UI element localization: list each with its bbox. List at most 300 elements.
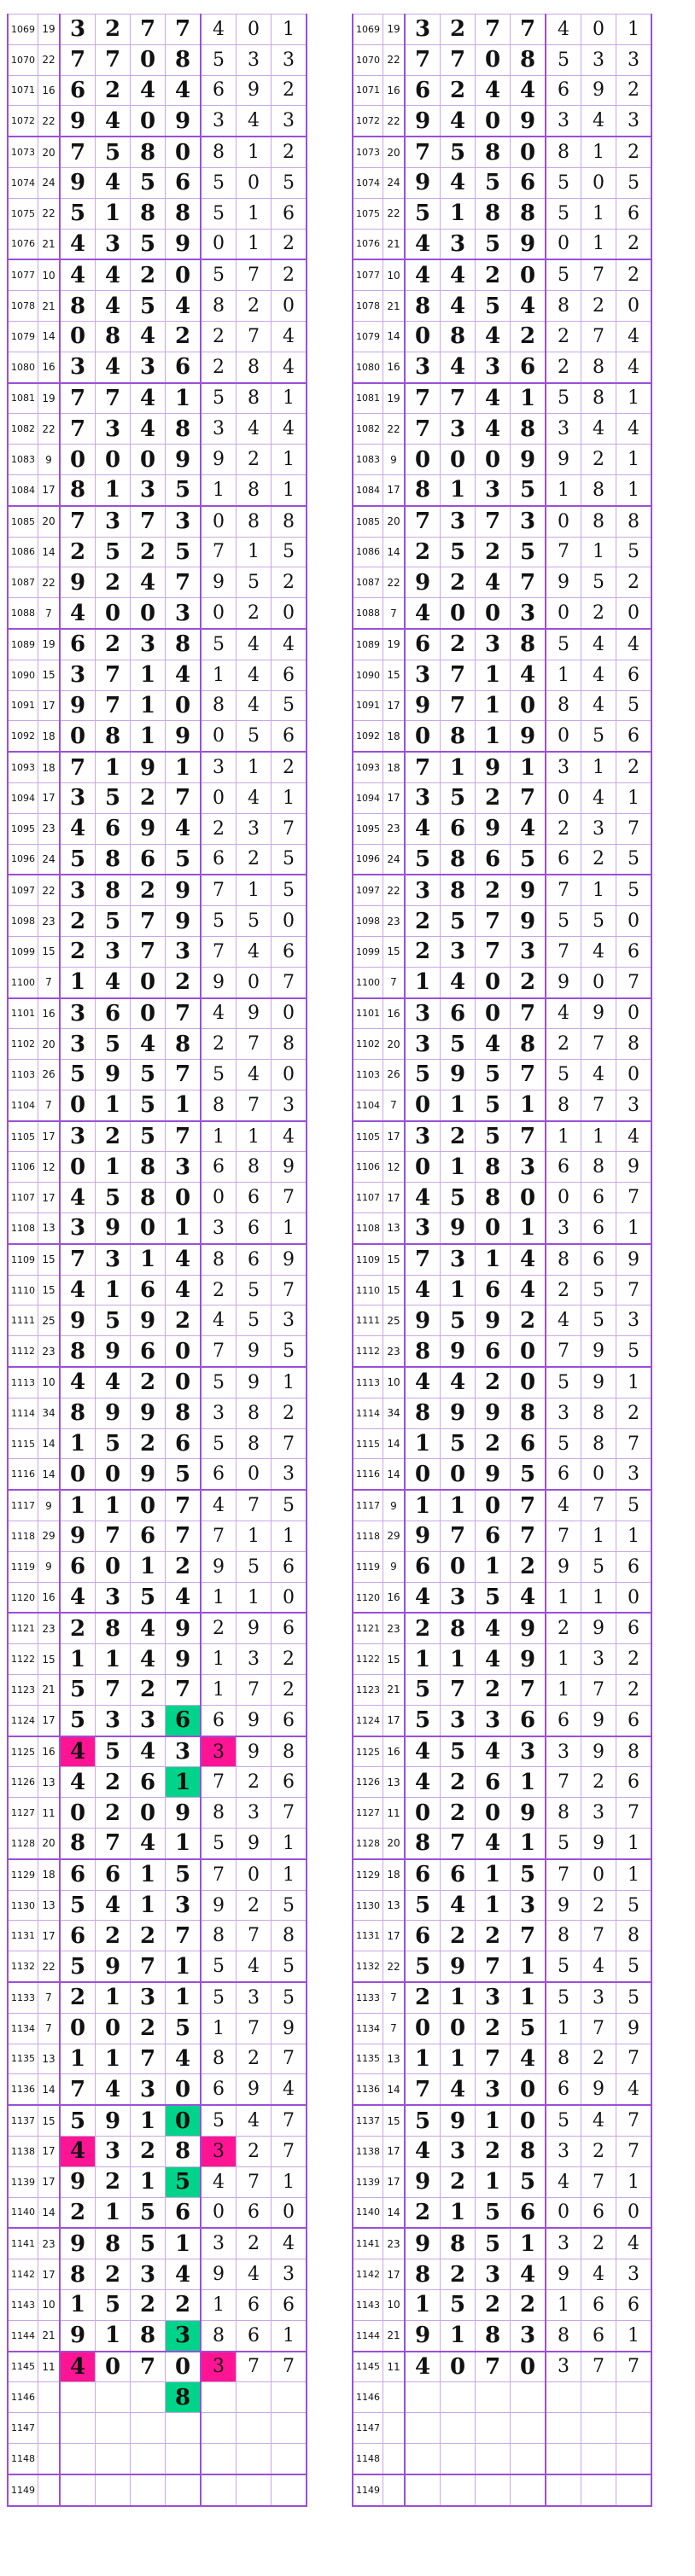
digit-cell: 3: [96, 1244, 131, 1275]
issue-number-cell: 1077: [353, 259, 383, 290]
digit-cell: 2: [60, 1982, 96, 2013]
stat-digit-cell: 6: [616, 660, 652, 690]
stat-digit-cell: 4: [581, 782, 616, 813]
table-row: [8, 2044, 307, 2074]
stat-digit-cell: 2: [616, 75, 652, 106]
issue-number-cell: 1123: [8, 1675, 38, 1706]
stat-digit-cell: [237, 2413, 272, 2444]
issue-number-cell: 1137: [353, 2105, 383, 2136]
issue-number-cell: 1133: [8, 1982, 38, 2013]
digit-cell: 8: [476, 198, 511, 229]
table-row: [353, 321, 651, 352]
digit-cell: 7: [131, 2044, 166, 2074]
digit-cell: 1: [96, 1090, 131, 1120]
sum-value-cell: 19: [383, 15, 406, 45]
digit-cell: 9: [441, 1213, 476, 1244]
digit-cell: 2: [96, 2166, 131, 2197]
digit-cell: 4: [60, 259, 96, 290]
digit-cell: 1: [166, 752, 201, 782]
digit-cell: 5: [511, 1459, 546, 1490]
digit-cell: 2: [476, 1367, 511, 1398]
digit-cell: 5: [166, 844, 201, 875]
stat-digit-cell: 4: [201, 1305, 237, 1336]
stat-digit-cell: 5: [546, 1951, 581, 1982]
digit-cell: 1: [476, 1859, 511, 1890]
digit-cell: 8: [96, 844, 131, 875]
digit-cell: 2: [96, 1767, 131, 1798]
sum-value-cell: 9: [383, 445, 406, 475]
stat-digit-cell: 6: [272, 721, 307, 752]
stat-digit-cell: 3: [581, 1644, 616, 1675]
stat-digit-cell: 0: [581, 167, 616, 198]
issue-number-cell: 1070: [8, 44, 38, 75]
issue-number-cell: 1127: [8, 1798, 38, 1829]
digit-cell: 3: [131, 2259, 166, 2290]
table-row: [8, 383, 307, 414]
digit-cell: 1: [511, 1982, 546, 2013]
table-row: [8, 259, 307, 290]
stat-digit-cell: 4: [616, 321, 652, 352]
sum-value-cell: 34: [38, 1398, 61, 1428]
table-row: [8, 1613, 307, 1643]
sum-value-cell: 19: [38, 15, 61, 45]
digit-cell: 4: [476, 383, 511, 414]
stat-digit-cell: 5: [272, 1982, 307, 2013]
sum-value-cell: 15: [38, 1275, 61, 1305]
sum-value-cell: 25: [383, 1305, 406, 1336]
digit-cell: 3: [405, 15, 441, 45]
sum-value-cell: 22: [38, 875, 61, 905]
sum-value-cell: [38, 2443, 61, 2474]
digit-cell: 7: [60, 44, 96, 75]
stat-digit-cell: 2: [616, 752, 652, 782]
issue-number-cell: 1097: [8, 875, 38, 905]
digit-cell: 5: [60, 1705, 96, 1736]
digit-cell: 2: [166, 1305, 201, 1336]
table-row: [353, 598, 651, 629]
table-row: [8, 1675, 307, 1706]
digit-cell: 7: [166, 782, 201, 813]
digit-cell: 9: [441, 1951, 476, 1982]
stat-digit-cell: 9: [581, 75, 616, 106]
sum-value-cell: 17: [383, 2136, 406, 2166]
digit-cell: 1: [166, 1213, 201, 1244]
issue-number-cell: 1108: [8, 1213, 38, 1244]
stat-digit-cell: 6: [237, 2320, 272, 2351]
digit-cell: 9: [405, 567, 441, 598]
stat-digit-cell: 4: [546, 998, 581, 1029]
digit-cell: 5: [441, 137, 476, 167]
digit-cell: 6: [511, 352, 546, 382]
digit-cell: 9: [60, 567, 96, 598]
digit-cell: 2: [131, 2013, 166, 2044]
table-row: [8, 1305, 307, 1336]
stat-digit-cell: 2: [201, 1275, 237, 1305]
stat-digit-cell: 7: [616, 967, 652, 997]
issue-number-cell: 1131: [8, 1921, 38, 1951]
table-row: [8, 2105, 307, 2136]
stat-digit-cell: 0: [272, 2197, 307, 2228]
issue-number-cell: 1105: [8, 1121, 38, 1152]
issue-number-cell: 1090: [353, 660, 383, 690]
table-row: [353, 44, 651, 75]
stat-digit-cell: 7: [616, 1798, 652, 1829]
stat-digit-cell: 5: [546, 906, 581, 937]
digit-cell: 9: [511, 721, 546, 752]
sum-value-cell: 10: [38, 259, 61, 290]
stat-digit-cell: 1: [581, 229, 616, 259]
stat-digit-cell: 8: [201, 1090, 237, 1120]
digit-cell: 1: [511, 1213, 546, 1244]
sum-value-cell: 34: [383, 1398, 406, 1428]
digit-cell: 6: [96, 998, 131, 1029]
stat-digit-cell: 8: [237, 474, 272, 505]
digit-cell: 9: [405, 106, 441, 137]
stat-digit-cell: [581, 2413, 616, 2444]
digit-cell: 2: [166, 2289, 201, 2320]
stat-digit-cell: 9: [272, 1244, 307, 1275]
table-row: [353, 1367, 651, 1398]
digit-cell: 9: [441, 1060, 476, 1090]
stat-digit-cell: 1: [237, 137, 272, 167]
digit-cell: 7: [511, 782, 546, 813]
stat-digit-cell: 2: [201, 813, 237, 844]
issue-number-cell: 1118: [8, 1521, 38, 1552]
digit-cell: 1: [476, 1890, 511, 1921]
table-row: [8, 1859, 307, 1890]
sum-value-cell: 17: [383, 2259, 406, 2290]
table-row: [8, 844, 307, 875]
issue-number-cell: 1076: [8, 229, 38, 259]
table-row: [8, 2474, 307, 2506]
issue-number-cell: 1125: [8, 1736, 38, 1767]
table-row: [353, 1582, 651, 1613]
stat-digit-cell: 9: [546, 967, 581, 997]
digit-cell: 1: [60, 1644, 96, 1675]
issue-number-cell: 1145: [353, 2352, 383, 2382]
digit-cell: 4: [96, 2074, 131, 2105]
digit-cell: 2: [131, 1428, 166, 1459]
digit-cell: [60, 2413, 96, 2444]
digit-cell: 2: [96, 629, 131, 660]
stat-digit-cell: 5: [272, 1490, 307, 1521]
digit-cell: 1: [131, 1859, 166, 1890]
digit-cell: 8: [60, 1336, 96, 1367]
issue-number-cell: 1120: [353, 1582, 383, 1613]
left-number-grid: [7, 14, 307, 2507]
stat-digit-cell: 5: [581, 721, 616, 752]
stat-digit-cell: 8: [201, 1921, 237, 1951]
digit-cell: [131, 2413, 166, 2444]
stat-digit-cell: 5: [581, 906, 616, 937]
sum-value-cell: 21: [38, 1675, 61, 1706]
digit-cell: 9: [476, 1305, 511, 1336]
stat-digit-cell: [616, 2474, 652, 2506]
table-row: [353, 106, 651, 137]
digit-cell: 4: [511, 1582, 546, 1613]
digit-cell: [476, 2382, 511, 2413]
digit-cell: 2: [131, 259, 166, 290]
stat-digit-cell: 2: [581, 844, 616, 875]
table-row: [353, 2166, 651, 2197]
highlighted-digit-cell: 3: [201, 2352, 237, 2382]
stat-digit-cell: 0: [272, 1582, 307, 1613]
stat-digit-cell: 4: [581, 106, 616, 137]
sum-value-cell: 18: [38, 752, 61, 782]
digit-cell: 9: [166, 1613, 201, 1643]
sum-value-cell: 16: [38, 75, 61, 106]
sum-value-cell: 21: [38, 229, 61, 259]
sum-value-cell: 10: [38, 2289, 61, 2320]
sum-value-cell: 14: [383, 1428, 406, 1459]
stat-digit-cell: 0: [237, 967, 272, 997]
digit-cell: 0: [166, 2074, 201, 2105]
table-row: [8, 198, 307, 229]
stat-digit-cell: 6: [546, 2074, 581, 2105]
stat-digit-cell: 7: [546, 936, 581, 967]
digit-cell: 0: [60, 2013, 96, 2044]
digit-cell: 7: [405, 506, 441, 537]
digit-cell: 1: [511, 1951, 546, 1982]
table-row: [353, 660, 651, 690]
sum-value-cell: 7: [38, 1982, 61, 2013]
stat-digit-cell: 1: [237, 537, 272, 567]
digit-cell: 3: [476, 2259, 511, 2290]
digit-cell: 4: [131, 414, 166, 445]
digit-cell: 0: [405, 1090, 441, 1120]
digit-cell: 9: [441, 1336, 476, 1367]
sum-value-cell: 9: [383, 1490, 406, 1521]
digit-cell: 9: [166, 445, 201, 475]
stat-digit-cell: 1: [581, 752, 616, 782]
table-row: [8, 1890, 307, 1921]
stat-digit-cell: 0: [616, 291, 652, 322]
stat-digit-cell: 5: [616, 844, 652, 875]
digit-cell: 3: [96, 229, 131, 259]
sum-value-cell: 17: [38, 690, 61, 721]
digit-cell: 1: [511, 383, 546, 414]
table-row: [8, 2382, 307, 2413]
sum-value-cell: 23: [38, 1613, 61, 1643]
stat-digit-cell: 5: [616, 1490, 652, 1521]
sum-value-cell: 23: [38, 906, 61, 937]
stat-digit-cell: [616, 2382, 652, 2413]
stat-digit-cell: 0: [581, 1859, 616, 1890]
digit-cell: 8: [60, 2259, 96, 2290]
digit-cell: 2: [60, 906, 96, 937]
stat-digit-cell: 7: [201, 1859, 237, 1890]
digit-cell: 7: [441, 690, 476, 721]
digit-cell: 0: [476, 106, 511, 137]
stat-digit-cell: 2: [616, 1644, 652, 1675]
table-row: [353, 414, 651, 445]
digit-cell: 4: [166, 75, 201, 106]
digit-cell: 5: [405, 1951, 441, 1982]
stat-digit-cell: 7: [616, 1275, 652, 1305]
digit-cell: 2: [441, 629, 476, 660]
issue-number-cell: 1088: [8, 598, 38, 629]
issue-number-cell: 1139: [353, 2166, 383, 2197]
table-row: [353, 1982, 651, 2013]
sum-value-cell: 22: [383, 414, 406, 445]
digit-cell: 2: [131, 782, 166, 813]
digit-cell: 8: [131, 2320, 166, 2351]
stat-digit-cell: 9: [581, 1613, 616, 1643]
digit-cell: 1: [405, 2044, 441, 2074]
table-row: [353, 2105, 651, 2136]
digit-cell: 3: [60, 1213, 96, 1244]
sum-value-cell: 14: [38, 2074, 61, 2105]
stat-digit-cell: 6: [201, 844, 237, 875]
stat-digit-cell: 7: [581, 2352, 616, 2382]
digit-cell: 7: [96, 660, 131, 690]
table-row: [8, 1736, 307, 1767]
sum-value-cell: 15: [383, 936, 406, 967]
digit-cell: 2: [131, 2289, 166, 2320]
table-row: [353, 2320, 651, 2351]
sum-value-cell: 15: [38, 1244, 61, 1275]
table-row: [353, 1244, 651, 1275]
digit-cell: 2: [96, 1921, 131, 1951]
digit-cell: 7: [166, 15, 201, 45]
sum-value-cell: 23: [383, 906, 406, 937]
digit-cell: 4: [405, 813, 441, 844]
issue-number-cell: 1107: [8, 1183, 38, 1213]
stat-digit-cell: 6: [201, 75, 237, 106]
digit-cell: 1: [441, 2320, 476, 2351]
digit-cell: 1: [166, 383, 201, 414]
digit-cell: 4: [405, 229, 441, 259]
issue-number-cell: 1099: [353, 936, 383, 967]
table-row: [8, 752, 307, 782]
table-row: [353, 2474, 651, 2506]
issue-number-cell: 1114: [353, 1398, 383, 1428]
digit-cell: 6: [166, 167, 201, 198]
table-row: [8, 967, 307, 997]
digit-cell: 2: [476, 537, 511, 567]
digit-cell: 7: [405, 2074, 441, 2105]
digit-cell: 1: [405, 1428, 441, 1459]
digit-cell: 4: [441, 291, 476, 322]
digit-cell: 3: [511, 506, 546, 537]
digit-cell: 9: [166, 106, 201, 137]
digit-cell: 0: [96, 2352, 131, 2382]
digit-cell: 5: [511, 844, 546, 875]
digit-cell: 0: [60, 1090, 96, 1120]
stat-digit-cell: 3: [201, 1213, 237, 1244]
digit-cell: 5: [405, 1705, 441, 1736]
sum-value-cell: 19: [38, 383, 61, 414]
digit-cell: 0: [476, 598, 511, 629]
table-row: [353, 782, 651, 813]
digit-cell: 0: [405, 2013, 441, 2044]
stat-digit-cell: 0: [237, 15, 272, 45]
sum-value-cell: 21: [38, 2320, 61, 2351]
digit-cell: 9: [131, 813, 166, 844]
digit-cell: 3: [131, 2074, 166, 2105]
digit-cell: 9: [60, 106, 96, 137]
digit-cell: 1: [96, 1275, 131, 1305]
sum-value-cell: 17: [38, 1705, 61, 1736]
sum-value-cell: 19: [383, 629, 406, 660]
issue-number-cell: 1122: [353, 1644, 383, 1675]
table-row: [353, 1767, 651, 1798]
digit-cell: 7: [441, 660, 476, 690]
digit-cell: 7: [60, 137, 96, 167]
digit-cell: 6: [60, 1921, 96, 1951]
digit-cell: 6: [166, 352, 201, 382]
stat-digit-cell: [237, 2474, 272, 2506]
issue-number-cell: 1079: [353, 321, 383, 352]
table-row: [353, 1798, 651, 1829]
digit-cell: 8: [405, 1398, 441, 1428]
digit-cell: 2: [476, 1428, 511, 1459]
stat-digit-cell: 0: [616, 1060, 652, 1090]
digit-cell: 1: [511, 1829, 546, 1859]
sum-value-cell: 9: [38, 445, 61, 475]
digit-cell: 3: [96, 1705, 131, 1736]
stat-digit-cell: 8: [272, 1921, 307, 1951]
issue-number-cell: 1111: [353, 1305, 383, 1336]
digit-cell: 1: [476, 660, 511, 690]
issue-number-cell: 1141: [353, 2228, 383, 2259]
stat-digit-cell: 3: [237, 1798, 272, 1829]
stat-digit-cell: 5: [237, 721, 272, 752]
table-row: [8, 2443, 307, 2474]
sum-value-cell: 17: [38, 2259, 61, 2290]
stat-digit-cell: 0: [201, 229, 237, 259]
stat-digit-cell: 9: [201, 2259, 237, 2290]
table-row: [8, 2289, 307, 2320]
digit-cell: 5: [60, 1890, 96, 1921]
sum-value-cell: 15: [383, 2105, 406, 2136]
sum-value-cell: 18: [38, 721, 61, 752]
digit-cell: 8: [476, 2320, 511, 2351]
digit-cell: 6: [131, 1336, 166, 1367]
issue-number-cell: 1109: [353, 1244, 383, 1275]
digit-cell: 0: [476, 998, 511, 1029]
sum-value-cell: 20: [383, 1029, 406, 1060]
issue-number-cell: 1119: [353, 1551, 383, 1582]
table-row: [8, 2228, 307, 2259]
digit-cell: 4: [476, 321, 511, 352]
stat-digit-cell: 9: [237, 1367, 272, 1398]
issue-number-cell: 1135: [8, 2044, 38, 2074]
stat-digit-cell: 8: [581, 474, 616, 505]
stat-digit-cell: [272, 2443, 307, 2474]
issue-number-cell: 1089: [353, 629, 383, 660]
digit-cell: 4: [511, 2044, 546, 2074]
stat-digit-cell: 9: [581, 1736, 616, 1767]
stat-digit-cell: 7: [616, 2352, 652, 2382]
issue-number-cell: 1096: [353, 844, 383, 875]
stat-digit-cell: 6: [616, 2289, 652, 2320]
issue-number-cell: 1079: [8, 321, 38, 352]
digit-cell: 5: [96, 782, 131, 813]
digit-cell: 1: [405, 1644, 441, 1675]
digit-cell: 9: [131, 752, 166, 782]
digit-cell: 4: [131, 321, 166, 352]
digit-cell: 8: [131, 198, 166, 229]
digit-cell: 7: [60, 414, 96, 445]
stat-digit-cell: 0: [616, 598, 652, 629]
sum-value-cell: 17: [383, 1121, 406, 1152]
digit-cell: 4: [96, 291, 131, 322]
digit-cell: [405, 2413, 441, 2444]
digit-cell: 6: [476, 1275, 511, 1305]
issue-number-cell: 1100: [8, 967, 38, 997]
stat-digit-cell: 2: [201, 1029, 237, 1060]
